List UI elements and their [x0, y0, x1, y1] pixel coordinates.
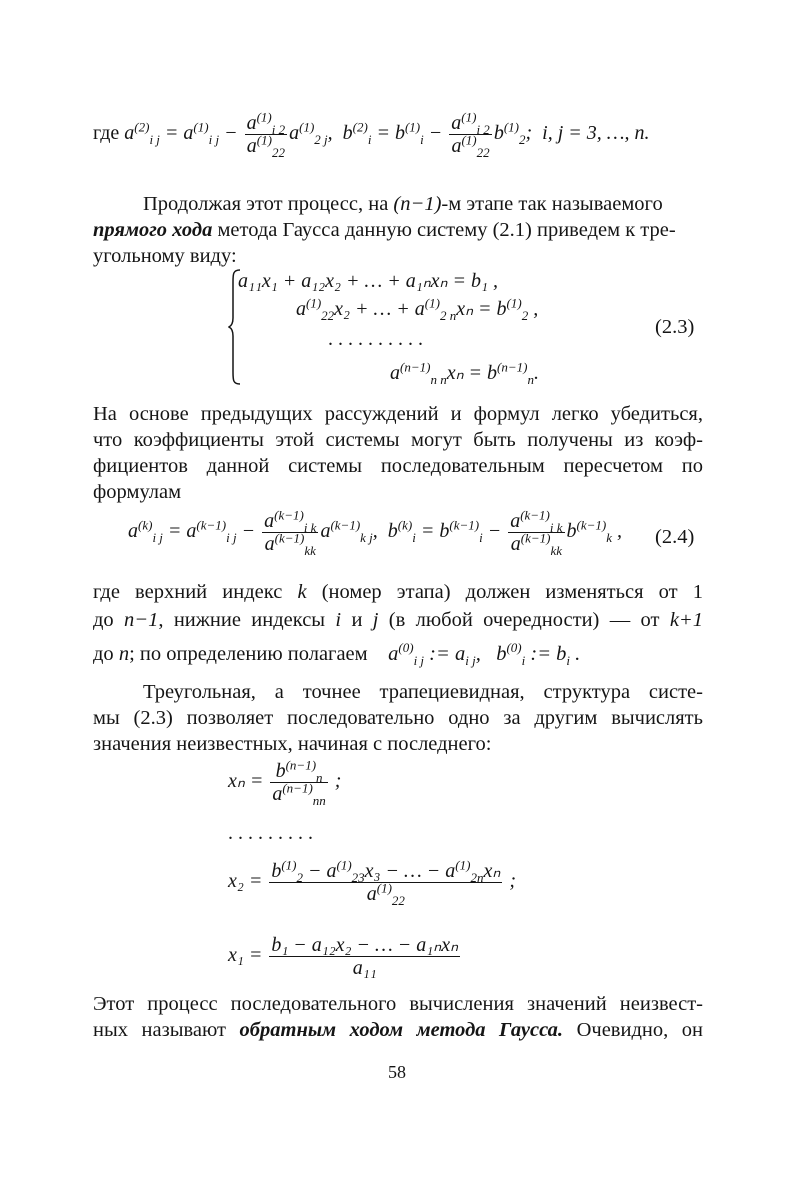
equation-label-2-3: (2.3): [655, 316, 695, 338]
para2-line4: формулам: [93, 481, 182, 503]
para1-line1: Продолжая этот процесс, на (n−1)-м этапе так называемого: [143, 193, 663, 215]
para2-line2: что коэффициенты этой системы могут быть получены из коэф-: [93, 429, 703, 451]
para1-line3: угольному виду:: [93, 245, 237, 267]
para3-line1: где верхний индекс k (номер этапа) должен изменяться от 1: [93, 581, 703, 603]
para2-line3: фициентов данной системы последовательным пересчетом по: [93, 455, 703, 477]
equation-label-2-4: (2.4): [655, 526, 695, 548]
ellipsis-row: . . . . . . . . .: [228, 822, 313, 844]
fraction: $\frac{b^{(1)}_2 - a^{(1)}_{23}x_3 - \dots - a^{(1)}_{2n}x_n}{a^{(1)}_{22}}$: [271, 857, 501, 908]
para3-line3: до n; по определению полагаем $a^{(0)}_{i j}$ := $a_{i j}$, $b^{(0)}_i$ := $b_i$ .: [93, 640, 581, 669]
top-formula: где $a^{(2)}_{i j} = a^{(1)}_{i j}$ − $\frac{a^{(1)}_{i 2}}{a^{(1)}_{22}}$ $a^{(1)}_{2 j}$, $b^{(2)}_i = b^{(1)}_i$ − $\frac{a^{(1)}_{i 2}}{a^{(1)}_{22}}$ $b^{(1)}_2$; i, j = 3, …, n.: [93, 109, 650, 160]
xn-formula: xₙ = $\frac{b^{(n-1)}_n}{a^{(n-1)}_{nn}}$ ;: [228, 757, 342, 808]
para5-line2: ных называют обратным ходом метода Гаусса. Очевидно, он: [93, 1019, 703, 1041]
para5-line1: Этот процесс последовательного вычисления значений неизвест-: [93, 993, 703, 1015]
para4-line3: значения неизвестных, начиная с последнего:: [93, 733, 492, 755]
para4-line2: мы (2.3) позволяет последовательно одно за другим вычислять: [93, 707, 703, 729]
fraction: $\frac{a^{(k-1)}_{i k}}{a^{(k-1)}_{kk}}$: [264, 507, 317, 558]
para4-line1: Треугольная, а точнее трапециевидная, структура систе-: [143, 681, 703, 703]
fraction: $\frac{a^{(1)}_{i 2}}{a^{(1)}_{22}}$: [451, 109, 490, 160]
para3-line2: до n−1, нижние индексы i и j (в любой очередности) — от k+1: [93, 609, 703, 631]
para1-line2: прямого хода метода Гаусса данную систему (2.1) приведем к тре-: [93, 219, 676, 241]
system-row-3: . . . . . . . . . .: [328, 328, 423, 350]
fraction: $\frac{b^{(n-1)}_n}{a^{(n-1)}_{nn}}$: [272, 757, 326, 808]
formula-2-4: $a^{(k)}_{i j} = a^{(k-1)}_{i j}$ − $\frac{a^{(k-1)}_{i k}}{a^{(k-1)}_{kk}}$ $a^{(k-1)}_{k j}$, $b^{(k)}_i = b^{(k-1)}_i$ − $\frac{a^{(k-1)}_{i k}}{a^{(k-1)}_{kk}}$ $b^{(k-1)}_k$ ,: [128, 507, 623, 558]
system-row-4: $a^{(n-1)}_{n n}x_n = b^{(n-1)}_n$.: [390, 359, 539, 387]
fraction: $\frac{a^{(1)}_{i 2}}{a^{(1)}_{22}}$: [246, 109, 286, 160]
x1-formula: x₁ = $\frac{\text{b₁ − a₁₂x₂ − … − a₁ₙxₙ}}{\text{a₁₁}}$: [228, 934, 459, 979]
para2-line1: На основе предыдущих рассуждений и формул легко убедиться,: [93, 403, 703, 425]
fraction: $\frac{a^{(k-1)}_{i k}}{a^{(k-1)}_{kk}}$: [510, 507, 563, 558]
fraction: $\frac{\text{b₁ − a₁₂x₂ − … − a₁ₙxₙ}}{\text{a₁₁}}$: [271, 934, 459, 979]
x2-formula: x₂ = $\frac{b^{(1)}_2 - a^{(1)}_{23}x_3 - \dots - a^{(1)}_{2n}x_n}{a^{(1)}_{22}}$ ;: [228, 857, 516, 908]
page-number: 58: [388, 1062, 406, 1082]
system-row-1: a₁₁x₁ + a₁₂x₂ + … + a₁ₙxₙ = b₁ ,: [238, 270, 498, 292]
system-row-2: $a^{(1)}_{22}x_2$ + … + $a^{(1)}_{2 n}x_n = b^{(1)}_2$ ,: [296, 295, 539, 323]
